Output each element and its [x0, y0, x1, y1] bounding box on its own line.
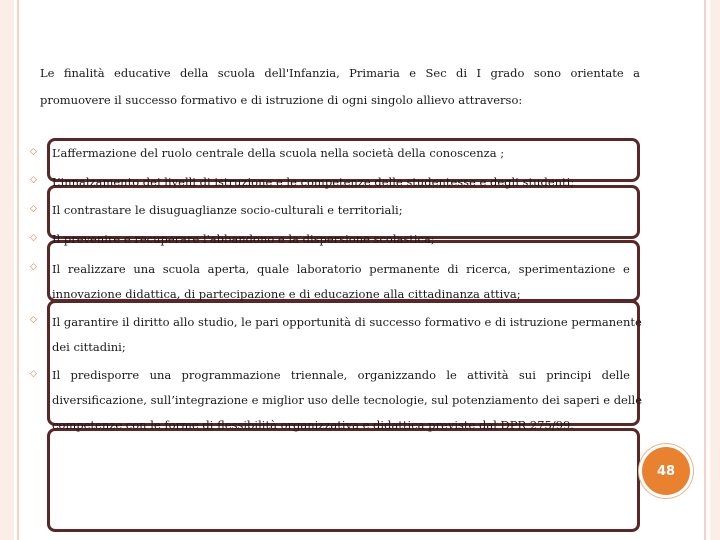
right-border-line: [704, 0, 706, 540]
word: programmazione: [181, 368, 281, 382]
word: sperimentazione: [518, 262, 616, 276]
word: scuola: [217, 66, 255, 80]
diamond-outline-icon: ◇: [30, 369, 37, 379]
word: una: [149, 368, 172, 382]
left-border-band: [0, 0, 14, 540]
item-5-line-2: innovazione didattica, di partecipazione e di educazione alla cittadinanza attiva;: [52, 287, 521, 301]
word: sui: [518, 368, 536, 382]
page-number-badge: 48: [642, 447, 690, 495]
word: Il: [52, 262, 61, 276]
diamond-outline-icon: ◇: [30, 233, 37, 243]
diamond-outline-icon: ◇: [30, 204, 37, 214]
word: attività: [467, 368, 509, 382]
item-1-text: L’affermazione del ruolo centrale della scuola nella società della conoscenza ;: [52, 146, 505, 160]
word: scuola: [162, 262, 200, 276]
word: a: [633, 66, 640, 80]
word: organizzando: [357, 368, 437, 382]
item-7-line-1: [52, 368, 630, 382]
diamond-outline-icon: ◇: [30, 315, 37, 325]
item-frame-5: [47, 428, 640, 532]
item-6-line-1: Il garantire il diritto allo studio, le pari opportunità di successo formativo e di istruzione permanente: [52, 315, 642, 329]
word: realizzare: [67, 262, 126, 276]
item-6-line-2: dei cittadini;: [52, 340, 126, 354]
word: grado: [490, 66, 525, 80]
word: e: [623, 262, 630, 276]
word: e: [409, 66, 417, 80]
word: educative: [114, 66, 171, 80]
item-5-line-1: [52, 262, 630, 276]
left-border-line: [17, 0, 19, 540]
diamond-outline-icon: ◇: [30, 262, 37, 272]
word: finalità: [63, 66, 105, 80]
word: predisporre: [70, 368, 140, 382]
word: della: [179, 66, 209, 80]
word: di: [447, 262, 459, 276]
word: le: [446, 368, 457, 382]
intro-line-2: promuovere il successo formativo e di istruzione di ogni singolo allievo attraverso:: [40, 93, 523, 107]
word: di: [456, 66, 468, 80]
word: laboratorio: [296, 262, 362, 276]
word: Sec: [425, 66, 447, 80]
word: ricerca,: [466, 262, 511, 276]
item-2-text: L’innalzamento dei livelli di istruzione e le competenze delle studentesse e degli studenti;: [52, 175, 575, 189]
word: delle: [601, 368, 630, 382]
item-7-line-3: competenze con le forme di flessibilità organizzativa e didattica previste dal DPR 275/99.: [52, 418, 574, 432]
intro-line-1: [40, 66, 640, 80]
word: aperta,: [207, 262, 250, 276]
word: orientate: [570, 66, 624, 80]
word: sono: [533, 66, 562, 80]
word: Il: [52, 368, 61, 382]
word: I: [476, 66, 482, 80]
right-border-band: [710, 0, 720, 540]
word: quale: [256, 262, 290, 276]
diamond-outline-icon: ◇: [30, 147, 37, 157]
word: triennale,: [290, 368, 348, 382]
word: Primaria: [349, 66, 400, 80]
item-3-text: Il contrastare le disuguaglianze socio-culturali e territoriali;: [52, 203, 403, 217]
word: permanente: [369, 262, 440, 276]
item-7-line-2: diversificazione, sull’integrazione e miglior uso delle tecnologie, sul potenziamento dei saperi e delle: [52, 393, 643, 407]
word: dell'Infanzia,: [264, 66, 340, 80]
diamond-outline-icon: ◇: [30, 175, 37, 185]
word: una: [133, 262, 156, 276]
word: Le: [40, 66, 55, 80]
word: principi: [546, 368, 592, 382]
item-4-text: Il prevenire e recuperare l'abbandono e la dispersione scolastica;: [52, 232, 435, 246]
